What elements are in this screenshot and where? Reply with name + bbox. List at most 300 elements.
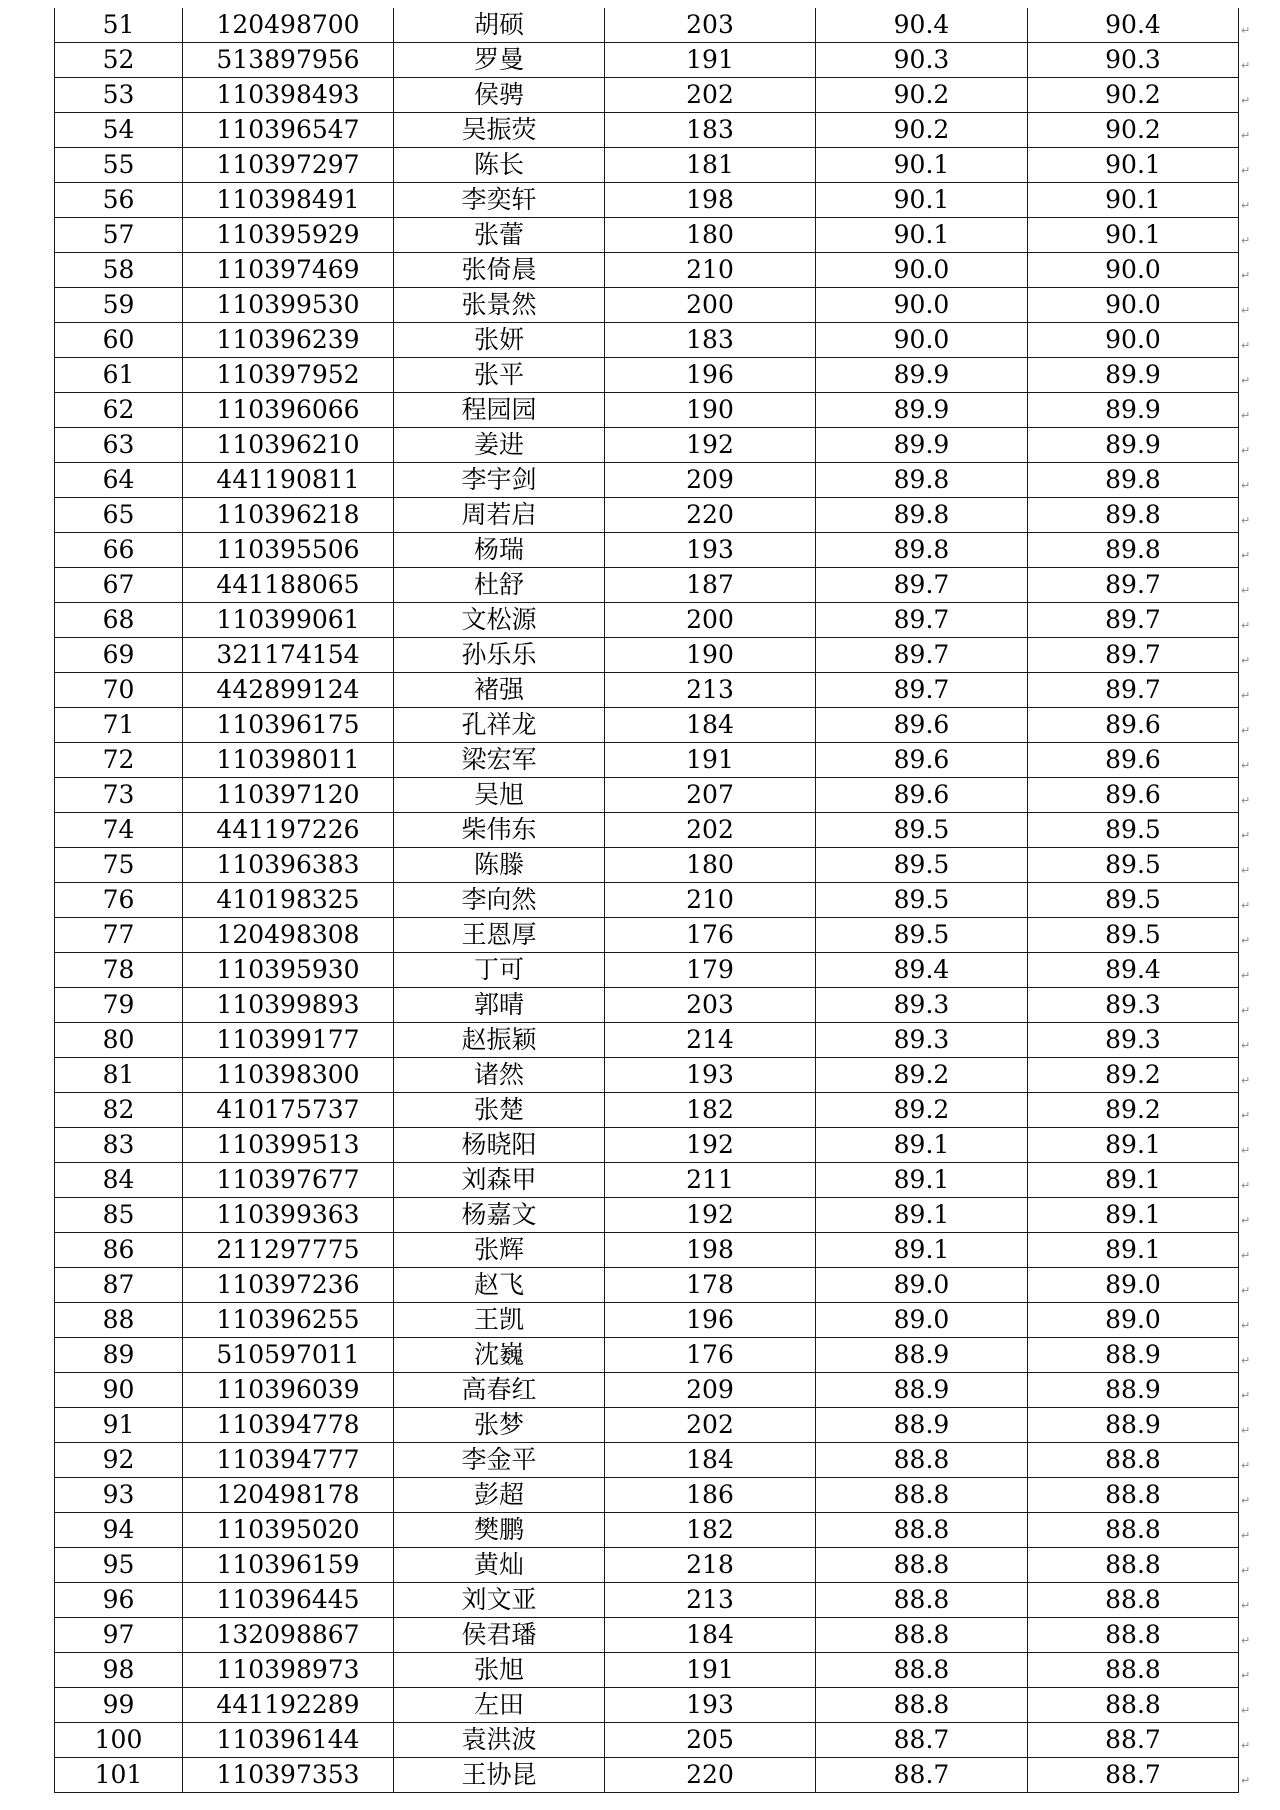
grade-b-cell: 89.6	[1028, 743, 1239, 778]
row-number-cell: 100	[55, 1723, 183, 1758]
grade-a-cell: 88.8	[816, 1583, 1028, 1618]
score-cell: 220	[605, 498, 816, 533]
row-number-cell: 70	[55, 673, 183, 708]
row-number-cell: 90	[55, 1373, 183, 1408]
grade-a-cell: 89.9	[816, 358, 1028, 393]
score-cell: 186	[605, 1478, 816, 1513]
row-number-cell: 99	[55, 1688, 183, 1723]
grade-b-cell: 90.3	[1028, 43, 1239, 78]
table-row	[55, 183, 1239, 218]
grade-a-cell: 89.5	[816, 813, 1028, 848]
name-cell: 孙乐乐	[394, 638, 605, 673]
grade-a-cell: 89.1	[816, 1233, 1028, 1268]
grade-a-cell: 90.1	[816, 183, 1028, 218]
table-row	[55, 603, 1239, 638]
candidate-id-cell: 110396144	[183, 1723, 394, 1758]
row-number-cell: 69	[55, 638, 183, 673]
row-number-cell: 73	[55, 778, 183, 813]
candidate-id-cell: 120498178	[183, 1478, 394, 1513]
row-end-mark: ↵	[1241, 724, 1251, 737]
score-cell: 203	[605, 8, 816, 43]
name-cell: 侯君璠	[394, 1618, 605, 1653]
name-cell: 袁洪波	[394, 1723, 605, 1758]
grade-a-cell: 88.8	[816, 1653, 1028, 1688]
row-number-cell: 78	[55, 953, 183, 988]
table-row	[55, 323, 1239, 358]
row-end-mark: ↵	[1241, 1494, 1251, 1507]
name-cell: 李奕轩	[394, 183, 605, 218]
score-cell: 176	[605, 1338, 816, 1373]
candidate-id-cell: 110399513	[183, 1128, 394, 1163]
grade-b-cell: 89.9	[1028, 428, 1239, 463]
table-row	[55, 463, 1239, 498]
row-number-cell: 75	[55, 848, 183, 883]
table-row	[55, 813, 1239, 848]
grade-a-cell: 90.3	[816, 43, 1028, 78]
candidate-id-cell: 110398493	[183, 78, 394, 113]
row-end-mark: ↵	[1241, 584, 1251, 597]
row-number-cell: 66	[55, 533, 183, 568]
score-cell: 190	[605, 638, 816, 673]
candidate-id-cell: 110396239	[183, 323, 394, 358]
candidate-id-cell: 442899124	[183, 673, 394, 708]
table-row	[55, 1653, 1239, 1688]
score-cell: 193	[605, 533, 816, 568]
row-end-mark: ↵	[1241, 1739, 1251, 1752]
grade-b-cell: 89.7	[1028, 568, 1239, 603]
candidate-id-cell: 321174154	[183, 638, 394, 673]
grade-b-cell: 89.5	[1028, 813, 1239, 848]
candidate-id-cell: 110396383	[183, 848, 394, 883]
candidate-id-cell: 513897956	[183, 43, 394, 78]
table-row	[55, 673, 1239, 708]
table-row	[55, 148, 1239, 183]
grade-b-cell: 90.0	[1028, 253, 1239, 288]
grade-b-cell: 88.8	[1028, 1653, 1239, 1688]
table-row	[55, 1443, 1239, 1478]
name-cell: 程园园	[394, 393, 605, 428]
grade-a-cell: 90.1	[816, 148, 1028, 183]
name-cell: 刘森甲	[394, 1163, 605, 1198]
name-cell: 彭超	[394, 1478, 605, 1513]
row-end-mark: ↵	[1241, 409, 1251, 422]
row-end-mark: ↵	[1241, 1564, 1251, 1577]
row-end-mark: ↵	[1241, 234, 1251, 247]
row-end-mark: ↵	[1241, 199, 1251, 212]
row-end-mark: ↵	[1241, 1039, 1251, 1052]
row-number-cell: 67	[55, 568, 183, 603]
table-row	[55, 1023, 1239, 1058]
grade-b-cell: 89.0	[1028, 1303, 1239, 1338]
grade-b-cell: 89.1	[1028, 1198, 1239, 1233]
name-cell: 吴振荧	[394, 113, 605, 148]
row-number-cell: 54	[55, 113, 183, 148]
table-row	[55, 1093, 1239, 1128]
grade-a-cell: 89.1	[816, 1163, 1028, 1198]
name-cell: 杨嘉文	[394, 1198, 605, 1233]
name-cell: 吴旭	[394, 778, 605, 813]
grade-a-cell: 88.8	[816, 1548, 1028, 1583]
grade-a-cell: 89.7	[816, 568, 1028, 603]
row-end-mark: ↵	[1241, 794, 1251, 807]
score-cell: 192	[605, 428, 816, 463]
grade-a-cell: 89.6	[816, 778, 1028, 813]
row-end-mark: ↵	[1241, 129, 1251, 142]
score-cell: 193	[605, 1058, 816, 1093]
candidate-id-cell: 110396445	[183, 1583, 394, 1618]
grade-b-cell: 88.8	[1028, 1548, 1239, 1583]
score-cell: 179	[605, 953, 816, 988]
row-number-cell: 61	[55, 358, 183, 393]
row-end-mark: ↵	[1241, 444, 1251, 457]
table-row	[55, 253, 1239, 288]
row-end-mark: ↵	[1241, 304, 1251, 317]
name-cell: 褚强	[394, 673, 605, 708]
row-number-cell: 77	[55, 918, 183, 953]
table-row	[55, 1583, 1239, 1618]
row-end-mark: ↵	[1241, 1144, 1251, 1157]
grade-a-cell: 89.2	[816, 1093, 1028, 1128]
score-cell: 198	[605, 1233, 816, 1268]
row-number-cell: 89	[55, 1338, 183, 1373]
score-cell: 202	[605, 78, 816, 113]
name-cell: 王协昆	[394, 1758, 605, 1793]
score-cell: 183	[605, 323, 816, 358]
name-cell: 王恩厚	[394, 918, 605, 953]
table-row	[55, 1688, 1239, 1723]
name-cell: 高春红	[394, 1373, 605, 1408]
grade-a-cell: 89.3	[816, 1023, 1028, 1058]
candidate-id-cell: 410175737	[183, 1093, 394, 1128]
candidate-id-cell: 110395020	[183, 1513, 394, 1548]
row-number-cell: 95	[55, 1548, 183, 1583]
candidate-id-cell: 110399893	[183, 988, 394, 1023]
row-end-mark: ↵	[1241, 899, 1251, 912]
score-cell: 203	[605, 988, 816, 1023]
grade-b-cell: 89.8	[1028, 533, 1239, 568]
row-number-cell: 52	[55, 43, 183, 78]
row-number-cell: 72	[55, 743, 183, 778]
row-number-cell: 76	[55, 883, 183, 918]
score-cell: 200	[605, 288, 816, 323]
candidate-id-cell: 110398491	[183, 183, 394, 218]
grade-a-cell: 88.9	[816, 1373, 1028, 1408]
row-number-cell: 96	[55, 1583, 183, 1618]
score-cell: 207	[605, 778, 816, 813]
grade-b-cell: 89.6	[1028, 778, 1239, 813]
candidate-id-cell: 120498700	[183, 8, 394, 43]
candidate-id-cell: 110396218	[183, 498, 394, 533]
grade-a-cell: 88.9	[816, 1408, 1028, 1443]
grade-b-cell: 89.2	[1028, 1058, 1239, 1093]
row-number-cell: 81	[55, 1058, 183, 1093]
score-cell: 196	[605, 358, 816, 393]
candidate-id-cell: 110397469	[183, 253, 394, 288]
row-end-mark: ↵	[1241, 689, 1251, 702]
table-row	[55, 1373, 1239, 1408]
score-cell: 181	[605, 148, 816, 183]
score-cell: 182	[605, 1513, 816, 1548]
row-end-mark: ↵	[1241, 1354, 1251, 1367]
row-number-cell: 84	[55, 1163, 183, 1198]
candidate-id-cell: 110397952	[183, 358, 394, 393]
name-cell: 沈巍	[394, 1338, 605, 1373]
grade-b-cell: 89.6	[1028, 708, 1239, 743]
results-table-body	[55, 8, 1239, 1793]
table-row	[55, 1198, 1239, 1233]
grade-b-cell: 88.8	[1028, 1478, 1239, 1513]
score-cell: 218	[605, 1548, 816, 1583]
table-row	[55, 918, 1239, 953]
name-cell: 刘文亚	[394, 1583, 605, 1618]
grade-a-cell: 89.3	[816, 988, 1028, 1023]
score-cell: 214	[605, 1023, 816, 1058]
grade-b-cell: 89.5	[1028, 883, 1239, 918]
score-cell: 213	[605, 1583, 816, 1618]
row-end-mark: ↵	[1241, 1074, 1251, 1087]
row-number-cell: 64	[55, 463, 183, 498]
row-end-mark: ↵	[1241, 479, 1251, 492]
candidate-id-cell: 441190811	[183, 463, 394, 498]
row-number-cell: 57	[55, 218, 183, 253]
candidate-id-cell: 110399177	[183, 1023, 394, 1058]
grade-a-cell: 89.2	[816, 1058, 1028, 1093]
name-cell: 李宇剑	[394, 463, 605, 498]
name-cell: 张旭	[394, 1653, 605, 1688]
row-number-cell: 71	[55, 708, 183, 743]
grade-b-cell: 89.9	[1028, 393, 1239, 428]
score-cell: 209	[605, 463, 816, 498]
candidate-id-cell: 441192289	[183, 1688, 394, 1723]
grade-b-cell: 88.7	[1028, 1723, 1239, 1758]
score-cell: 202	[605, 1408, 816, 1443]
score-cell: 202	[605, 813, 816, 848]
row-end-mark: ↵	[1241, 1704, 1251, 1717]
row-end-mark: ↵	[1241, 164, 1251, 177]
row-end-mark: ↵	[1241, 759, 1251, 772]
name-cell: 梁宏军	[394, 743, 605, 778]
grade-a-cell: 90.2	[816, 78, 1028, 113]
table-row	[55, 883, 1239, 918]
name-cell: 左田	[394, 1688, 605, 1723]
name-cell: 张梦	[394, 1408, 605, 1443]
row-end-mark: ↵	[1241, 24, 1251, 37]
row-number-cell: 101	[55, 1758, 183, 1793]
table-row	[55, 848, 1239, 883]
score-cell: 176	[605, 918, 816, 953]
candidate-id-cell: 110398973	[183, 1653, 394, 1688]
candidate-id-cell: 110396175	[183, 708, 394, 743]
name-cell: 张蕾	[394, 218, 605, 253]
grade-a-cell: 89.8	[816, 533, 1028, 568]
row-number-cell: 56	[55, 183, 183, 218]
name-cell: 张景然	[394, 288, 605, 323]
grade-b-cell: 90.1	[1028, 148, 1239, 183]
name-cell: 孔祥龙	[394, 708, 605, 743]
grade-a-cell: 90.4	[816, 8, 1028, 43]
row-end-mark: ↵	[1241, 1284, 1251, 1297]
row-end-mark: ↵	[1241, 374, 1251, 387]
table-row	[55, 1618, 1239, 1653]
candidate-id-cell: 110399530	[183, 288, 394, 323]
table-row	[55, 428, 1239, 463]
table-row	[55, 1513, 1239, 1548]
name-cell: 罗曼	[394, 43, 605, 78]
row-number-cell: 97	[55, 1618, 183, 1653]
score-cell: 196	[605, 1303, 816, 1338]
table-row	[55, 498, 1239, 533]
table-row	[55, 988, 1239, 1023]
results-table	[54, 8, 1239, 1793]
name-cell: 姜进	[394, 428, 605, 463]
grade-a-cell: 89.9	[816, 393, 1028, 428]
table-row	[55, 778, 1239, 813]
grade-b-cell: 89.5	[1028, 918, 1239, 953]
row-end-mark: ↵	[1241, 1179, 1251, 1192]
grade-b-cell: 89.3	[1028, 988, 1239, 1023]
row-number-cell: 79	[55, 988, 183, 1023]
score-cell: 192	[605, 1128, 816, 1163]
grade-a-cell: 88.7	[816, 1723, 1028, 1758]
name-cell: 杜舒	[394, 568, 605, 603]
grade-b-cell: 89.1	[1028, 1128, 1239, 1163]
candidate-id-cell: 132098867	[183, 1618, 394, 1653]
table-row	[55, 113, 1239, 148]
row-end-mark: ↵	[1241, 59, 1251, 72]
grade-a-cell: 90.1	[816, 218, 1028, 253]
name-cell: 张楚	[394, 1093, 605, 1128]
name-cell: 张平	[394, 358, 605, 393]
table-row	[55, 1163, 1239, 1198]
table-row	[55, 43, 1239, 78]
score-cell: 190	[605, 393, 816, 428]
row-end-mark: ↵	[1241, 549, 1251, 562]
row-end-mark: ↵	[1241, 1249, 1251, 1262]
row-number-cell: 88	[55, 1303, 183, 1338]
table-row	[55, 953, 1239, 988]
name-cell: 李金平	[394, 1443, 605, 1478]
row-number-cell: 55	[55, 148, 183, 183]
row-end-mark: ↵	[1241, 619, 1251, 632]
grade-b-cell: 89.2	[1028, 1093, 1239, 1128]
table-row	[55, 1758, 1239, 1793]
grade-a-cell: 89.7	[816, 673, 1028, 708]
grade-a-cell: 88.9	[816, 1338, 1028, 1373]
grade-b-cell: 89.0	[1028, 1268, 1239, 1303]
candidate-id-cell: 110394777	[183, 1443, 394, 1478]
row-number-cell: 86	[55, 1233, 183, 1268]
score-cell: 184	[605, 1443, 816, 1478]
score-cell: 184	[605, 1618, 816, 1653]
grade-a-cell: 89.5	[816, 883, 1028, 918]
candidate-id-cell: 110399061	[183, 603, 394, 638]
name-cell: 周若启	[394, 498, 605, 533]
table-row	[55, 568, 1239, 603]
score-cell: 220	[605, 1758, 816, 1793]
grade-a-cell: 89.0	[816, 1268, 1028, 1303]
name-cell: 张辉	[394, 1233, 605, 1268]
row-end-mark: ↵	[1241, 829, 1251, 842]
grade-a-cell: 90.0	[816, 288, 1028, 323]
grade-b-cell: 88.9	[1028, 1373, 1239, 1408]
candidate-id-cell: 441188065	[183, 568, 394, 603]
score-cell: 200	[605, 603, 816, 638]
candidate-id-cell: 110395506	[183, 533, 394, 568]
row-number-cell: 98	[55, 1653, 183, 1688]
grade-a-cell: 90.0	[816, 323, 1028, 358]
name-cell: 赵飞	[394, 1268, 605, 1303]
row-number-cell: 53	[55, 78, 183, 113]
grade-b-cell: 88.7	[1028, 1758, 1239, 1793]
row-number-cell: 80	[55, 1023, 183, 1058]
row-end-mark: ↵	[1241, 1109, 1251, 1122]
grade-a-cell: 88.7	[816, 1758, 1028, 1793]
row-number-cell: 92	[55, 1443, 183, 1478]
grade-b-cell: 90.0	[1028, 323, 1239, 358]
grade-b-cell: 90.0	[1028, 288, 1239, 323]
name-cell: 胡硕	[394, 8, 605, 43]
grade-b-cell: 88.8	[1028, 1688, 1239, 1723]
name-cell: 张倚晨	[394, 253, 605, 288]
row-end-mark: ↵	[1241, 864, 1251, 877]
grade-b-cell: 88.8	[1028, 1443, 1239, 1478]
score-cell: 210	[605, 883, 816, 918]
row-end-mark: ↵	[1241, 654, 1251, 667]
score-cell: 210	[605, 253, 816, 288]
table-row	[55, 1408, 1239, 1443]
candidate-id-cell: 441197226	[183, 813, 394, 848]
grade-a-cell: 89.6	[816, 708, 1028, 743]
table-row	[55, 78, 1239, 113]
candidate-id-cell: 510597011	[183, 1338, 394, 1373]
score-cell: 180	[605, 218, 816, 253]
candidate-id-cell: 120498308	[183, 918, 394, 953]
candidate-id-cell: 110397677	[183, 1163, 394, 1198]
row-number-cell: 60	[55, 323, 183, 358]
row-end-mark: ↵	[1241, 1389, 1251, 1402]
candidate-id-cell: 110396210	[183, 428, 394, 463]
grade-a-cell: 89.7	[816, 603, 1028, 638]
row-number-cell: 63	[55, 428, 183, 463]
score-cell: 182	[605, 1093, 816, 1128]
score-cell: 198	[605, 183, 816, 218]
row-end-mark: ↵	[1241, 1529, 1251, 1542]
candidate-id-cell: 110395929	[183, 218, 394, 253]
name-cell: 侯骋	[394, 78, 605, 113]
grade-a-cell: 90.0	[816, 253, 1028, 288]
grade-a-cell: 89.4	[816, 953, 1028, 988]
row-end-mark: ↵	[1241, 514, 1251, 527]
row-end-mark: ↵	[1241, 339, 1251, 352]
candidate-id-cell: 110396066	[183, 393, 394, 428]
score-cell: 213	[605, 673, 816, 708]
results-sheet	[54, 8, 1238, 1793]
candidate-id-cell: 410198325	[183, 883, 394, 918]
row-number-cell: 51	[55, 8, 183, 43]
score-cell: 191	[605, 743, 816, 778]
row-end-mark: ↵	[1241, 269, 1251, 282]
grade-a-cell: 89.8	[816, 463, 1028, 498]
name-cell: 柴伟东	[394, 813, 605, 848]
table-row	[55, 1303, 1239, 1338]
table-row	[55, 8, 1239, 43]
candidate-id-cell: 110396159	[183, 1548, 394, 1583]
grade-a-cell: 88.8	[816, 1443, 1028, 1478]
grade-a-cell: 89.1	[816, 1128, 1028, 1163]
row-number-cell: 85	[55, 1198, 183, 1233]
row-number-cell: 62	[55, 393, 183, 428]
grade-b-cell: 88.9	[1028, 1338, 1239, 1373]
